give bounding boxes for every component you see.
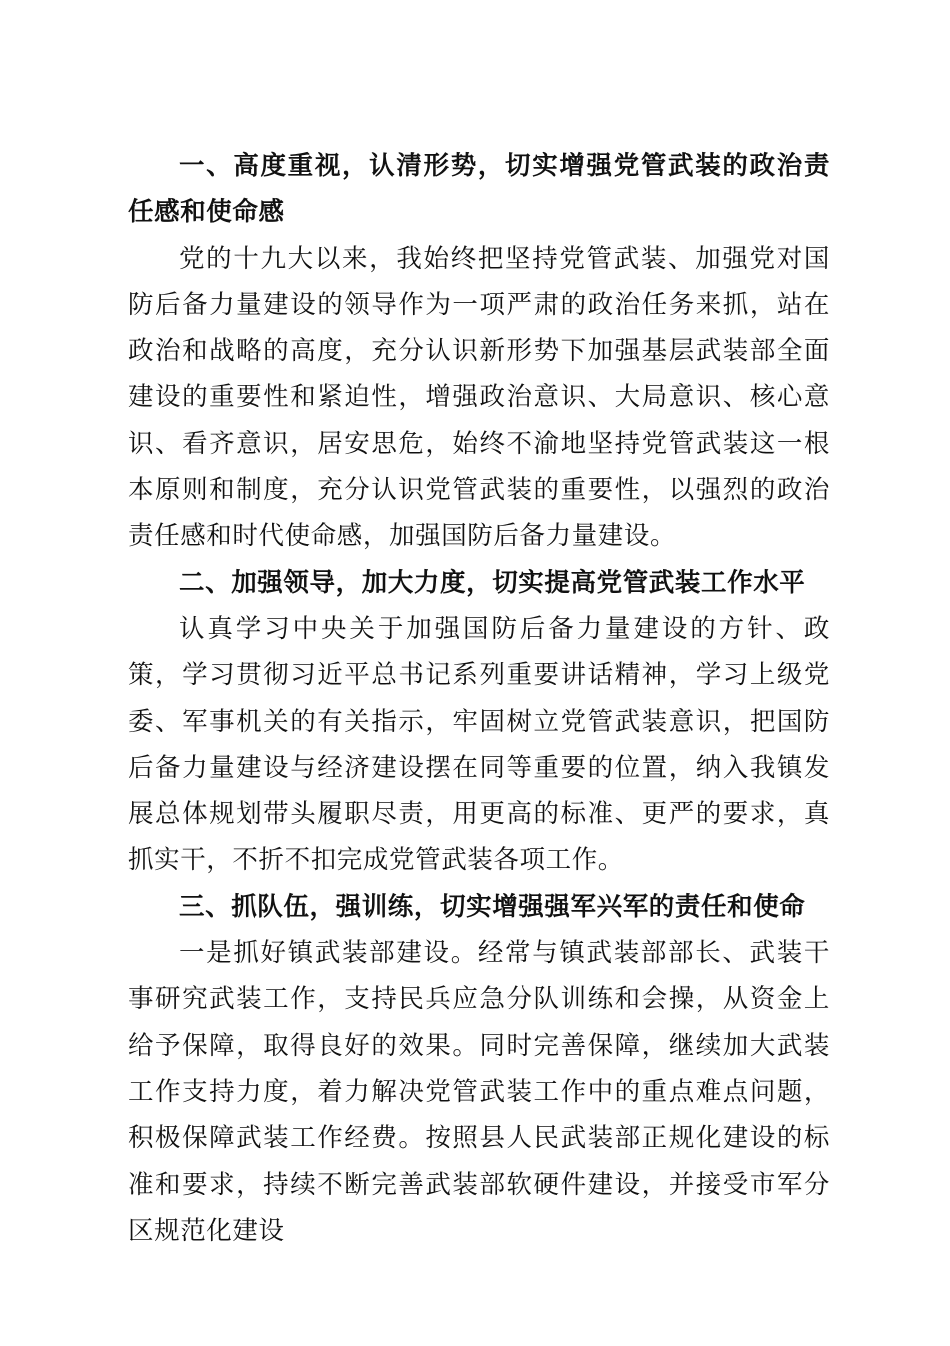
section-heading-1: 一、高度重视，认清形势，切实增强党管武装的政治责任感和使命感 xyxy=(128,151,830,228)
section-heading-2: 二、加强领导，加大力度，切实提高党管武装工作水平 xyxy=(179,567,806,598)
section-paragraph-1: 党的十九大以来，我始终把坚持党管武装、加强党对国防后备力量建设的领导作为一项严肃的政治任务来抓，站在政治和战略的高度，充分认识新形势下加强基层武装部全面建设的重要性和紧迫性，增强政治意识、大局意识、核心意识、看齐意识，居安思危，始终不渝地坚持党管武装这一根本原则和制度，充分认识党管武装的重要性，以强烈的政治责任感和时代使命感，加强国防后备力量建设。 xyxy=(128,243,830,552)
section-paragraph-2: 认真学习中央关于加强国防后备力量建设的方针、政策，学习贯彻习近平总书记系列重要讲话精神，学习上级党委、军事机关的有关指示，牢固树立党管武装意识，把国防后备力量建设与经济建设摆在同等重要的位置，纳入我镇发展总体规划带头履职尽责，用更高的标准、更严的要求，真抓实干，不折不扣完成党管武装各项工作。 xyxy=(128,613,830,876)
section-paragraph-3: 一是抓好镇武装部建设。经常与镇武装部部长、武装干事研究武装工作，支持民兵应急分队训练和会操，从资金上给予保障，取得良好的效果。同时完善保障，继续加大武装工作支持力度，着力解决党管武装工作中的重点难点问题，积极保障武装工作经费。按照县人民武装部正规化建设的标准和要求，持续不断完善武装部软硬件建设，并接受市军分区规范化建设 xyxy=(128,938,830,1246)
document-page xyxy=(128,143,830,1254)
section-heading-3: 三、抓队伍，强训练，切实增强强军兴军的责任和使命 xyxy=(179,891,806,922)
